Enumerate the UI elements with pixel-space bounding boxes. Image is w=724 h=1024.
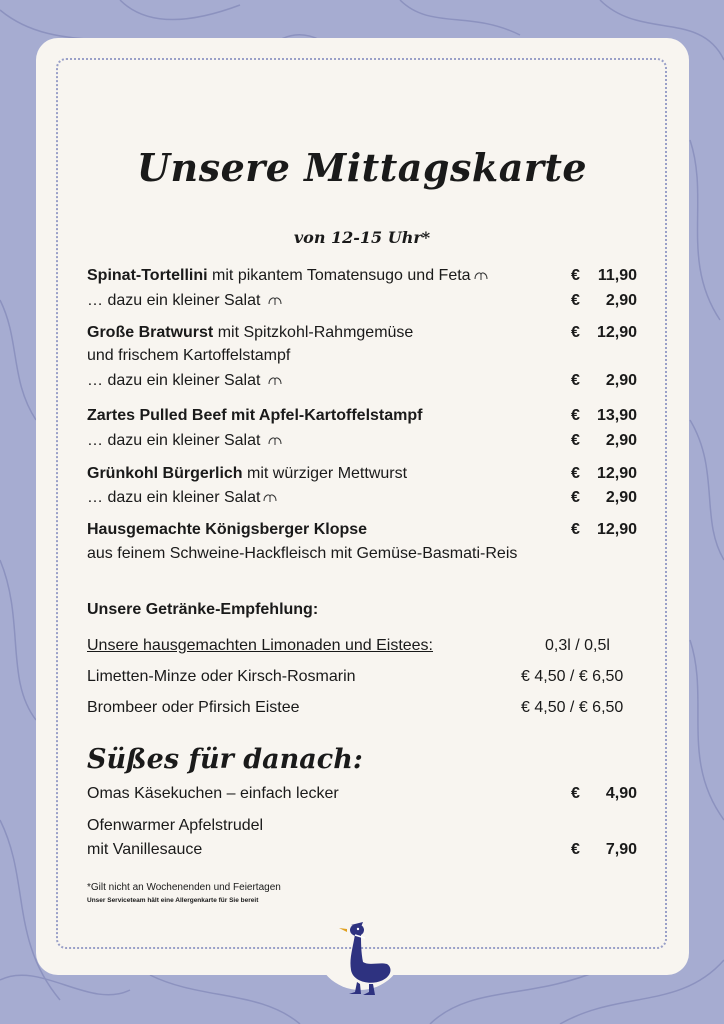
- sweet-item: Ofenwarmer Apfelstrudel: [87, 817, 264, 834]
- side-row: [87, 432, 283, 450]
- leaf-icon: [473, 270, 489, 281]
- dish-row: [87, 465, 407, 483]
- dish-description-line2: und frischem Kartoffelstampf: [87, 347, 291, 364]
- dish-name: Spinat-Tortellini: [87, 267, 208, 284]
- dish-description: mit pikantem Tomatensugo und Feta: [207, 267, 471, 284]
- dish-description-line2: aus feinem Schweine-Hackfleisch mit Gemüse-Basmati-Reis: [87, 545, 518, 562]
- drink-item: Brombeer oder Pfirsich Eistee: [87, 699, 300, 716]
- side-price: € 2,90: [571, 292, 637, 309]
- dish-row: [87, 521, 367, 539]
- dish-price: € 12,90: [571, 521, 637, 538]
- side-price: € 2,90: [571, 372, 637, 389]
- sweet-price: € 4,90: [571, 785, 637, 802]
- sweets-heading: Süßes für danach:: [87, 744, 363, 775]
- dish-name: Zartes Pulled Beef mit Apfel-Kartoffelstampf: [87, 407, 423, 424]
- dish-name: Grünkohl Bürgerlich: [87, 465, 243, 482]
- drinks-subheading: Unsere hausgemachten Limonaden und Eistees:: [87, 637, 433, 654]
- sweet-price: € 7,90: [571, 841, 637, 858]
- dish-name: Große Bratwurst: [87, 324, 214, 341]
- side-salad-label: … dazu ein kleiner Salat: [87, 372, 261, 389]
- side-row: [87, 372, 283, 390]
- leaf-icon: [267, 295, 283, 306]
- dish-description: mit Spitzkohl-Rahmgemüse: [213, 324, 414, 341]
- footnote-allergen: Unser Serviceteam hält eine Allergenkarte für Sie bereit: [87, 897, 259, 904]
- side-price: € 2,90: [571, 432, 637, 449]
- dish-price: € 12,90: [571, 465, 637, 482]
- dish-name: Hausgemachte Königsberger Klopse: [87, 521, 368, 538]
- sweet-item: Omas Käsekuchen – einfach lecker: [87, 785, 339, 802]
- dish-row: [87, 407, 422, 425]
- dish-price: € 11,90: [571, 267, 637, 284]
- side-row: [87, 292, 283, 310]
- dish-row: [87, 324, 413, 342]
- drink-item: Limetten-Minze oder Kirsch-Rosmarin: [87, 668, 356, 685]
- drink-price: € 4,50 / € 6,50: [521, 668, 624, 685]
- side-salad-label: … dazu ein kleiner Salat: [87, 292, 261, 309]
- goose-logo: [335, 918, 395, 998]
- dish-price: € 13,90: [571, 407, 637, 424]
- dish-description: mit würziger Mettwurst: [242, 465, 408, 482]
- menu-subtitle: von 12-15 Uhr*: [293, 228, 431, 247]
- side-row: [87, 489, 278, 507]
- leaf-icon: [267, 375, 283, 386]
- side-salad-label: … dazu ein kleiner Salat: [87, 489, 261, 506]
- leaf-icon: [267, 435, 283, 446]
- footnote-weekend: *Gilt nicht an Wochenenden und Feiertagen: [87, 882, 281, 893]
- side-salad-label: … dazu ein kleiner Salat: [87, 432, 261, 449]
- drinks-sizes: 0,3l / 0,5l: [545, 637, 610, 654]
- drink-price: € 4,50 / € 6,50: [521, 699, 624, 716]
- dish-row: [87, 267, 489, 285]
- side-price: € 2,90: [571, 489, 637, 506]
- menu-title: Unsere Mittagskarte: [136, 145, 588, 190]
- sweet-item-line2: mit Vanillesauce: [87, 841, 203, 858]
- dish-price: € 12,90: [571, 324, 637, 341]
- leaf-icon: [262, 492, 278, 503]
- drinks-heading: Unsere Getränke-Empfehlung:: [87, 601, 319, 618]
